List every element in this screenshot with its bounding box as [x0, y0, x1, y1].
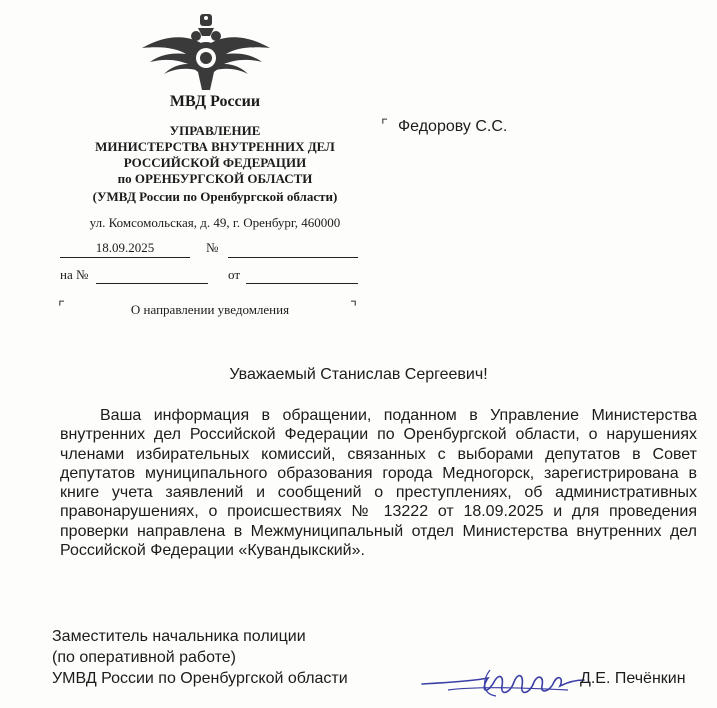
department-address: ул. Комсомольская, д. 49, г. Оренбург, 460000 [89, 215, 341, 230]
department-line: по ОРЕНБУРГСКОЙ ОБЛАСТИ [117, 171, 313, 186]
letter-date: 18.09.2025 [95, 240, 155, 255]
recipient-bracket: ⌜ [381, 118, 389, 134]
number-label: № [206, 240, 219, 255]
agency-name: МВД России [169, 93, 261, 110]
reference-label: на № [60, 267, 89, 282]
mvd-emblem-icon [140, 6, 272, 94]
letter-subject: О направлении уведомления [130, 302, 290, 317]
from-label: от [228, 267, 241, 282]
signatory-name: Д.Е. Печёнкин [580, 670, 686, 687]
recipient: Федорову С.С. [398, 118, 508, 135]
signatory-position-line: УМВД России по Оренбургской области [52, 670, 348, 687]
signatory-position [52, 626, 348, 689]
department-line: МИНИСТЕРСТВА ВНУТРЕННИХ ДЕЛ [95, 139, 335, 154]
date-underline [60, 257, 190, 258]
department-line: УПРАВЛЕНИЕ [169, 123, 261, 138]
signatory-position-line: Заместитель начальника полиции [52, 628, 306, 645]
salutation: Уважаемый Станислав Сергеевич! [229, 366, 488, 383]
letter-body: Ваша информация в обращении, поданном в Управление Министерства внутренних дел Российской Федерации по Оренбургской области, о нарушениях членами избирательных комиссий, связанных с выборами депутатов в Совет депутатов муниципального образования города Медногорск, зарегистрирована в книге учета заявлений и сообщений о преступлениях, об административных правонарушениях, о происшествиях № 13222 от 18.09.2025 и для проведения проверки направлена в Межмуниципальный отдел Министерства внутренних дел Российской Федерации «Кувандыкский». [60, 407, 697, 560]
department-line: (УМВД России по Оренбургской области) [92, 189, 338, 204]
subject-bracket-left: ⌜ [58, 300, 66, 316]
number-underline [228, 257, 358, 258]
department-name [40, 123, 390, 205]
department-line: РОССИЙСКОЙ ФЕДЕРАЦИИ [123, 155, 307, 170]
subject-bracket-right: ⌝ [350, 300, 358, 316]
reference-underline [96, 283, 208, 284]
from-underline [246, 283, 358, 284]
signatory-position-line: (по оперативной работе) [52, 649, 237, 666]
